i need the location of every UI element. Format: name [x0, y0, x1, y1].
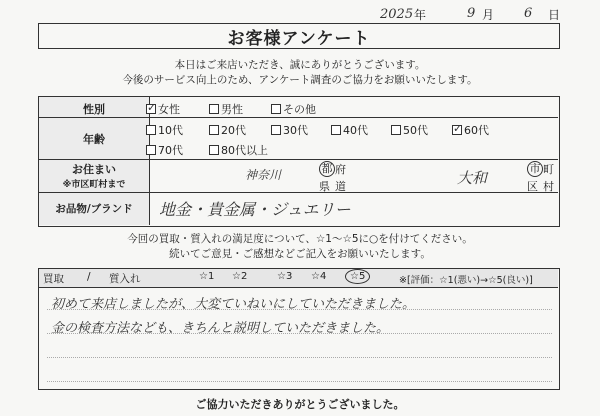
city-unit: 町 — [543, 163, 554, 176]
intro-line-2: 今後のサービス向上のため、アンケート調査のご協力をお願いいたします。 — [122, 74, 478, 86]
row-divider — [39, 192, 558, 193]
age-option-80plus[interactable]: 80代以上 — [209, 142, 268, 158]
items-value: 地金・貴金属・ジュエリー — [159, 200, 351, 219]
date-year-unit: 年 — [414, 8, 427, 22]
row-divider — [39, 159, 558, 160]
age-label: 年齢 — [83, 133, 105, 146]
pref-unit: 府 — [335, 163, 346, 176]
gender-option-female[interactable]: ✓ 女性 — [146, 101, 180, 117]
items-label: お品物/ブランド — [55, 203, 133, 215]
prefecture-value: 神奈川 — [245, 168, 282, 182]
pref-unit: 県 — [319, 180, 330, 193]
checkbox-icon — [146, 145, 156, 155]
pref-unit-selected: 都 — [319, 161, 335, 177]
comment-line-2: 金の検査方法なども、きちんと説明していただきました。 — [51, 321, 390, 336]
age-option-40s[interactable]: 40代 — [331, 122, 368, 138]
date-day: 6 — [524, 6, 533, 21]
date-line — [0, 2, 600, 24]
checkbox-icon — [391, 125, 401, 135]
writing-line — [47, 357, 552, 358]
checkbox-icon — [146, 125, 156, 135]
checkbox-icon — [331, 125, 341, 135]
star-2[interactable]: ☆2 — [232, 271, 248, 282]
row-divider — [39, 117, 558, 118]
review-header — [39, 269, 558, 288]
age-option-20s[interactable]: 20代 — [209, 122, 246, 138]
gender-option-other[interactable]: その他 — [271, 101, 316, 117]
checkbox-checked-icon — [146, 104, 156, 114]
checkbox-icon — [271, 125, 281, 135]
thanks-message: ご協力いただきありがとうございました。 — [195, 398, 405, 411]
type-buy: 買取 — [43, 273, 64, 285]
prefecture-units — [319, 161, 351, 194]
age-option-70s[interactable]: 70代 — [146, 142, 183, 158]
date-year: 2025 — [380, 7, 414, 22]
survey-table — [38, 96, 560, 227]
address-label: お住まい — [72, 163, 116, 176]
comment-instruction: 続いてご意見・ご感想などご記入をお願いいたします。 — [169, 248, 431, 260]
type-pawn: 質入れ — [109, 273, 141, 285]
rating-legend: ※[評価：☆1(悪い)→☆5(良い)] — [399, 275, 533, 286]
age-option-50s[interactable]: 50代 — [391, 122, 428, 138]
checkbox-icon — [209, 145, 219, 155]
checkbox-icon — [209, 104, 219, 114]
city-unit: 区 — [527, 180, 538, 193]
comment-line-1: 初めて来店しましたが、大変ていねいにしていただきました。 — [51, 297, 416, 312]
satisfaction-instruction: 今回の買取・質入れの満足度について、☆1〜☆5に○を付けてください。 — [127, 233, 473, 245]
intro-line-1: 本日はご来店いただき、誠にありがとうございます。 — [174, 59, 426, 71]
type-separator: / — [87, 271, 91, 283]
checkbox-icon — [209, 125, 219, 135]
gender-option-male[interactable]: 男性 — [209, 101, 243, 117]
star-3[interactable]: ☆3 — [277, 271, 293, 282]
city-value: 大和 — [457, 169, 488, 187]
pref-unit: 道 — [335, 180, 346, 193]
writing-line — [47, 381, 552, 382]
address-sublabel: ※市区町村まで — [62, 180, 126, 190]
date-day-unit: 日 — [548, 8, 561, 22]
city-unit-selected: 市 — [527, 161, 543, 177]
city-unit: 村 — [543, 180, 554, 193]
review-box — [38, 268, 560, 390]
city-units — [527, 161, 559, 194]
checkbox-checked-icon — [452, 125, 462, 135]
star-1[interactable]: ☆1 — [199, 271, 215, 282]
age-option-30s[interactable]: 30代 — [271, 122, 308, 138]
date-month-unit: 月 — [482, 8, 495, 22]
checkbox-icon — [271, 104, 281, 114]
star-4[interactable]: ☆4 — [311, 271, 327, 282]
date-month: 9 — [467, 6, 476, 21]
age-option-10s[interactable]: 10代 — [146, 122, 183, 138]
star-5-selected[interactable]: ☆5 — [345, 269, 370, 284]
gender-label: 性別 — [83, 103, 105, 116]
age-option-60s[interactable]: ✓ 60代 — [452, 122, 489, 138]
page-title: お客様アンケート — [38, 23, 560, 49]
